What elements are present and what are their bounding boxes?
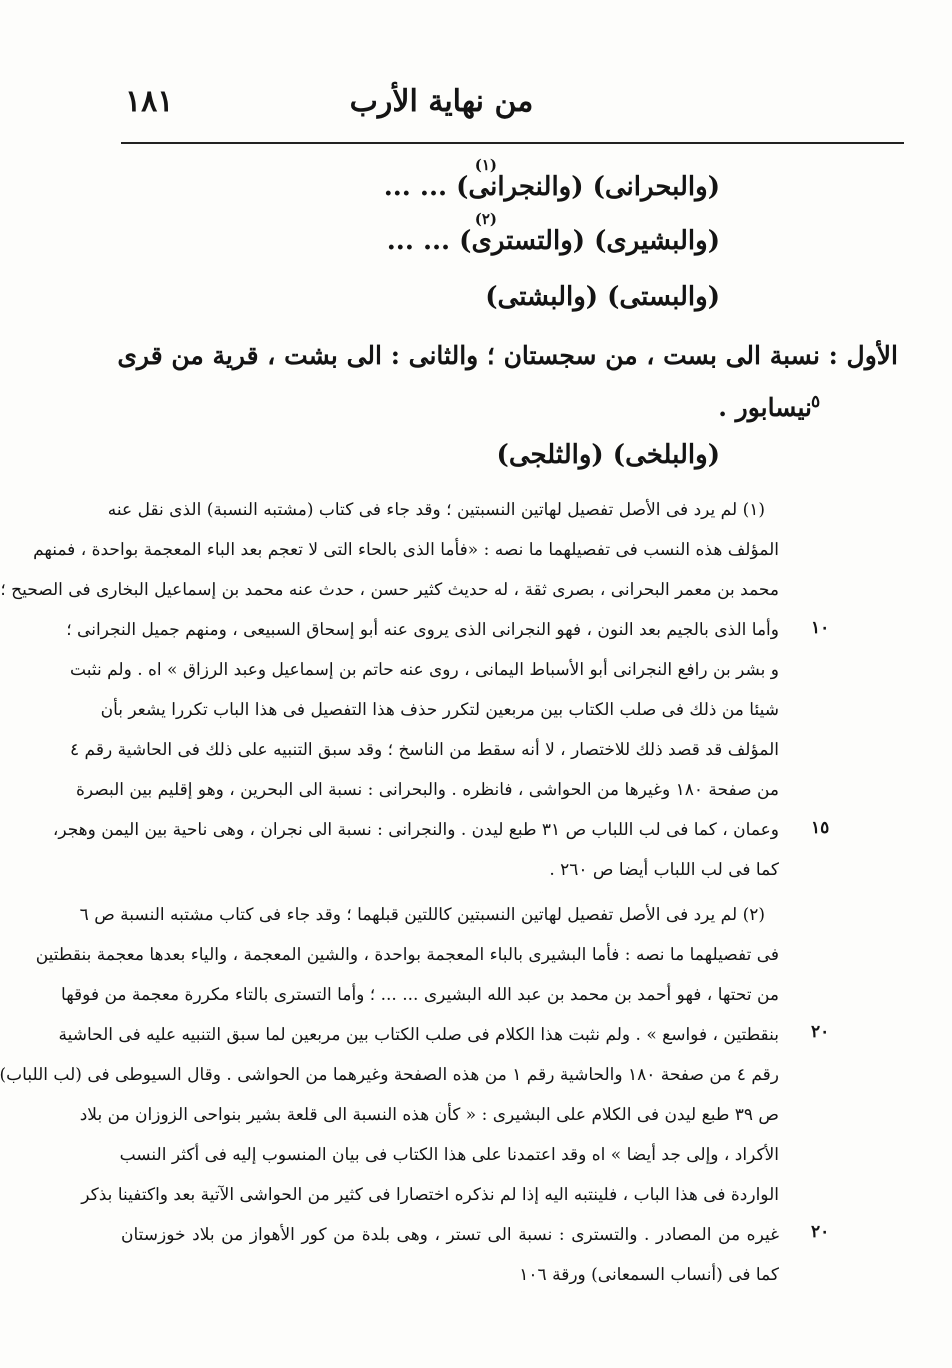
footnote-2-line: غيره من المصادر . والتسترى : نسبة الى تستر ، وهى بلدة من كور الأهواز من بلاد خوزستان	[121, 1225, 779, 1245]
footnote-2-line: كما فى (أنساب السمعانى) ورقة ١٠٦	[519, 1265, 779, 1285]
entry-line-2: (والبشيرى) (والتسترى) ... ...	[386, 226, 720, 256]
footnote-2-line: رقم ٤ من صفحة ١٨٠ والحاشية رقم ١ من هذه الصفحة وغيرهما من الحواشى . وقال السيوطى فى (لب اللباب)	[0, 1065, 779, 1085]
footnote-1-line: وعمان ، كما فى لب اللباب ص ٣١ طبع ليدن . والنجرانى : نسبة الى نجران ، وهى ناحية بين اليمن وهجر،	[52, 820, 779, 840]
footnote-2-line: بنقطتين ، فواسع » . ولم نثبت هذا الكلام فى صلب الكتاب بين مربعين لما سبق التنبيه عليه فى الحاشية	[58, 1025, 779, 1045]
line-number-15: ١٥	[811, 818, 830, 838]
footnote-1-line: و بشر بن رافع النجرانى أبو الأسباط اليمانى ، روى عنه حاتم بن إسماعيل وعبد الرزاق » اه . ولم نثبت	[70, 660, 779, 680]
footnote-1-line: كما فى لب اللباب أيضا ص ٢٦٠ .	[549, 860, 779, 880]
footnote-2-line: فى تفصيلهما ما نصه : فأما البشيرى بالباء المعجمة بواحدة ، والشين المعجمة ، والياء بعدها معجمة بنقطتين	[35, 945, 779, 965]
footnote-1-line: المؤلف قد قصد ذلك للاختصار ، لا أنه سقط من الناسخ ؛ وقد سبق التنبيه على ذلك فى الحاشية رقم ٤	[70, 740, 779, 760]
body-line-2: نيسابور .	[718, 393, 812, 422]
entry-line-3: (والبستى) (والبشتى)	[485, 282, 720, 312]
body-line-1: الأول : نسبة الى بست ، من سجستان ؛ والثانى : الى بشت ، قرية من قرى	[117, 341, 898, 370]
footnote-2-line: الأكراد ، وإلى جد أيضا » اه وقد اعتمدنا على هذا الكتاب فى بيان المنسوب إليه فى أكثر النسب	[119, 1145, 779, 1165]
running-head: من نهاية الأرب	[349, 84, 534, 119]
footnote-1-line: المؤلف هذه النسب فى تفصيلهما ما نصه : «فأما الذى بالحاء التى لا تعجم بعد الباء المعجمة بواحدة ، فمنهم	[33, 540, 779, 560]
entry-line-1: (والبحرانى) (والنجرانى) ... ...	[383, 172, 720, 202]
footnote-2-line: من تحتها ، فهو أحمد بن محمد بن عبد الله البشيرى ... ... ؛ وأما التسترى بالتاء مكررة معجمة من فوقها	[61, 985, 779, 1005]
footnote-2	[0, 895, 779, 1295]
footnote-1-line: من صفحة ١٨٠ وغيرها من الحواشى ، فانظره . والبحرانى : نسبة الى البحرين ، وهو إقليم بين البصرة	[75, 780, 779, 800]
footnote-ref-2: (٢)	[474, 210, 497, 228]
line-number-20: ٢٠	[811, 1022, 830, 1042]
footnote-ref-1: (١)	[474, 156, 497, 174]
line-number-20-second: ٢٠	[811, 1222, 830, 1242]
footnote-2-line: الواردة فى هذا الباب ، فلينتبه اليه إذا لم نذكره اختصارا فى كثير من الحواشى الآتية بعد واكتفينا بذكر	[81, 1185, 779, 1205]
entry-line-4: (والبلخى) (والثلجى)	[496, 440, 720, 470]
footnote-1-line: (١) لم يرد فى الأصل تفصيل لهاتين النسبتين ؛ وقد جاء فى كتاب (مشتبه النسبة) الذى نقل عنه	[107, 500, 765, 520]
footnote-2-line: ص ٣٩ طبع ليدن فى الكلام على البشيرى : « كأن هذه النسبة الى قلعة بشير بنواحى الزوزان من بلاد	[79, 1105, 779, 1125]
line-number-10: ١٠	[811, 618, 830, 638]
header-rule	[121, 142, 904, 144]
line-number-5: ٥	[811, 392, 821, 412]
footnote-1-line: محمد بن معمر البحرانى ، بصرى ثقة ، له حديث كثير حسن ، حدث عنه محمد بن إسماعيل البخارى فى الصحيح ؛	[0, 580, 779, 600]
footnote-2-line: (٢) لم يرد فى الأصل تفصيل لهاتين النسبتين كاللتين قبلهما ؛ وقد جاء فى كتاب مشتبه النسبة ص ٦	[79, 905, 765, 925]
footnote-1	[0, 490, 779, 890]
footnote-1-line: وأما الذى بالجيم بعد النون ، فهو النجرانى الذى يروى عنه أبو إسحاق السبيعى ، ومنهم جميل النجرانى ؛	[66, 620, 779, 640]
page-number: ١٨١	[125, 84, 174, 119]
body-paragraph	[117, 330, 898, 434]
footnote-1-line: شيئا من ذلك فى صلب الكتاب بين مربعين لتكرر حذف هذا التفصيل فى هذا الباب تكررا يشعر بأن	[100, 700, 779, 720]
